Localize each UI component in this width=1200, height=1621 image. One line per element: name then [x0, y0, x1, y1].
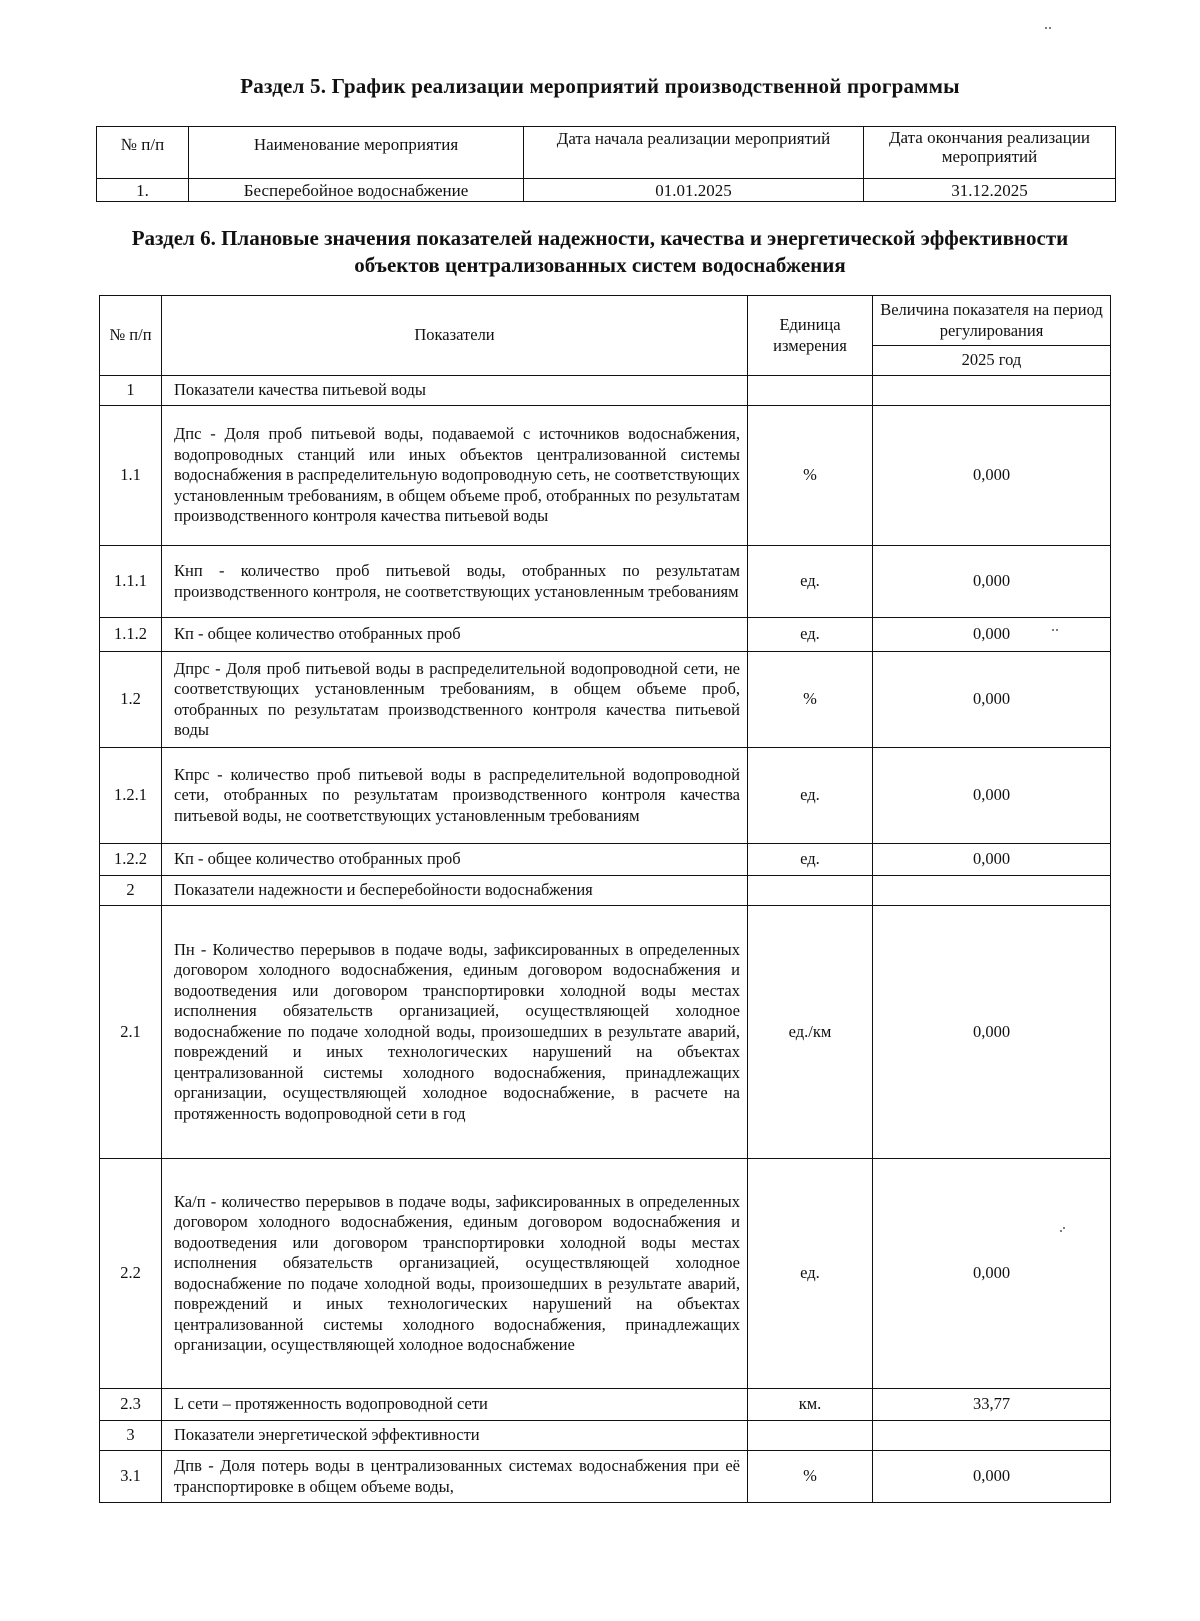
- header-num: № п/п: [100, 296, 162, 376]
- row-unit: [748, 376, 873, 406]
- scan-speck: [1049, 27, 1051, 29]
- row-num: 1.: [97, 179, 189, 202]
- section5-title: Раздел 5. График реализации мероприятий производственной программы: [240, 74, 960, 98]
- row-value: 0,000: [873, 406, 1111, 546]
- row-text: Кпрс - количество проб питьевой воды в распределительной водопроводной сети, отобранных по результатам производственного контроля качества питьевой воды, не соответствующих установленным требованиям: [162, 748, 748, 844]
- schedule-table: [96, 126, 1116, 202]
- row-start: 01.01.2025: [524, 179, 864, 202]
- header-name: Наименование мероприятия: [189, 127, 524, 179]
- row-num: 1.2.2: [100, 844, 162, 876]
- row-unit: %: [748, 406, 873, 546]
- row-value: 0,000: [873, 748, 1111, 844]
- row-value: 0,000: [873, 546, 1111, 618]
- row-unit: ед.: [748, 618, 873, 652]
- row-text: Дпв - Доля потерь воды в централизованных системах водоснабжения при её транспортировке в общем объеме воды,: [162, 1451, 748, 1503]
- header-unit: Единица измерения: [748, 296, 873, 376]
- row-unit: %: [748, 1451, 873, 1503]
- row-text: Показатели надежности и бесперебойности водоснабжения: [162, 876, 748, 906]
- row-unit: ед./км: [748, 906, 873, 1159]
- table-row: [100, 652, 1111, 748]
- row-unit: %: [748, 652, 873, 748]
- row-end: 31.12.2025: [864, 179, 1116, 202]
- table-row: [100, 546, 1111, 618]
- row-unit: ед.: [748, 546, 873, 618]
- row-num: 1.1: [100, 406, 162, 546]
- table-header-row: [100, 296, 1111, 346]
- row-unit: [748, 1421, 873, 1451]
- row-text: Дпс - Доля проб питьевой воды, подаваемой с источников водоснабжения, водопроводных станций или иных объектов централизованной системы водоснабжения в распределительную водопроводную сеть, не соответствующих установленным требованиям, в общем объеме проб, отобранных по результатам производственного контроля качества питьевой воды: [162, 406, 748, 546]
- row-num: 2.2: [100, 1159, 162, 1389]
- row-num: 1.2.1: [100, 748, 162, 844]
- row-unit: ед.: [748, 1159, 873, 1389]
- row-text: Пн - Количество перерывов в подаче воды, зафиксированных в определенных договором холодного водоснабжения, единым договором водоснабжения и водоотведения или договором транспортировки холодной воды местах исполнения обязательств организацией, осуществляющей холодное водоснабжение по подаче холодной воды, произошедших в результате аварий, повреждений и иных технологических нарушений на объектах централизованной системы холодного водоснабжения, принадлежащих организации, осуществляющей холодное водоснабжение, в расчете на протяженность водопроводной сети в год: [162, 906, 748, 1159]
- row-num: 2.1: [100, 906, 162, 1159]
- table-row: [100, 748, 1111, 844]
- header-num: № п/п: [97, 127, 189, 179]
- row-value: 0,000: [873, 844, 1111, 876]
- row-unit: [748, 876, 873, 906]
- row-text: Кнп - количество проб питьевой воды, отобранных по результатам производственного контроля, не соответствующих установленным требованиям: [162, 546, 748, 618]
- header-indicators: Показатели: [162, 296, 748, 376]
- row-value: [873, 876, 1111, 906]
- row-num: 2.3: [100, 1389, 162, 1421]
- row-num: 3.1: [100, 1451, 162, 1503]
- table-row: [100, 1389, 1111, 1421]
- row-value: 0,000: [873, 906, 1111, 1159]
- scan-speck: [1045, 27, 1047, 29]
- row-text: Кп - общее количество отобранных проб: [162, 618, 748, 652]
- table-header-row: [97, 127, 1116, 179]
- table-row: [100, 844, 1111, 876]
- row-text: Показатели энергетической эффективности: [162, 1421, 748, 1451]
- table-row: [100, 876, 1111, 906]
- section6-title: Раздел 6. Плановые значения показателей надежности, качества и энергетической эффективности объектов централизованных систем водоснабжения: [131, 226, 1069, 277]
- row-text: Дпрс - Доля проб питьевой воды в распределительной водопроводной сети, не соответствующих установленным требованиям, в общем объеме проб, отобранных по результатам производственного контроля качества питьевой воды: [162, 652, 748, 748]
- row-unit: ед.: [748, 748, 873, 844]
- table-row: [100, 906, 1111, 1159]
- row-value: [873, 376, 1111, 406]
- indicators-table: [99, 295, 1111, 1503]
- row-value: 0,000: [873, 652, 1111, 748]
- row-num: 3: [100, 1421, 162, 1451]
- row-value: 0,000: [873, 1159, 1111, 1389]
- row-num: 1.1.1: [100, 546, 162, 618]
- row-num: 1: [100, 376, 162, 406]
- row-num: 1.1.2: [100, 618, 162, 652]
- row-text: Кп - общее количество отобранных проб: [162, 844, 748, 876]
- row-text: Ка/п - количество перерывов в подаче воды, зафиксированных в определенных договором холодного водоснабжения, единым договором водоснабжения и водоотведения или договором транспортировки холодной воды местах исполнения обязательств организацией, осуществляющей холодное водоснабжение по подаче холодной воды, произошедших в результате аварий, повреждений и иных технологических нарушений на объектах централизованной системы холодного водоснабжения, принадлежащих организации, осуществляющей холодное водоснабжение: [162, 1159, 748, 1389]
- header-year: 2025 год: [873, 346, 1111, 376]
- row-value: 33,77: [873, 1389, 1111, 1421]
- table-row: [100, 1159, 1111, 1389]
- header-start: Дата начала реализации мероприятий: [524, 127, 864, 179]
- table-row: [100, 376, 1111, 406]
- table-row: [100, 1421, 1111, 1451]
- row-num: 1.2: [100, 652, 162, 748]
- row-unit: км.: [748, 1389, 873, 1421]
- row-unit: ед.: [748, 844, 873, 876]
- row-value: [873, 1421, 1111, 1451]
- row-text: L сети – протяженность водопроводной сети: [162, 1389, 748, 1421]
- table-row: [100, 406, 1111, 546]
- row-num: 2: [100, 876, 162, 906]
- table-row: [97, 179, 1116, 202]
- table-row: [100, 618, 1111, 652]
- header-value: Величина показателя на период регулирования: [873, 296, 1111, 346]
- row-value: 0,000: [873, 1451, 1111, 1503]
- table-row: [100, 1451, 1111, 1503]
- header-end: Дата окончания реализации мероприятий: [864, 127, 1116, 179]
- row-name: Бесперебойное водоснабжение: [189, 179, 524, 202]
- row-value: 0,000: [873, 618, 1111, 652]
- row-text: Показатели качества питьевой воды: [162, 376, 748, 406]
